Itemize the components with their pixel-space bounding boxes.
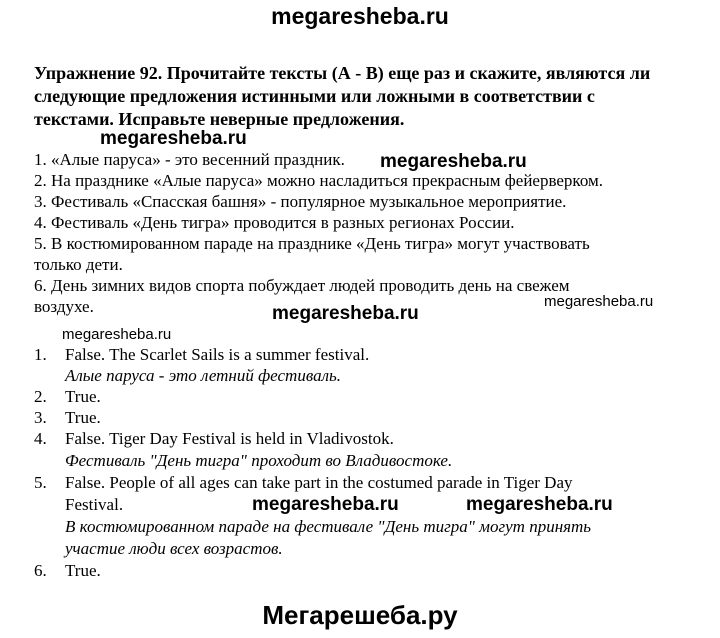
watermark-statement-1: megaresheba.ru: [380, 151, 527, 172]
answer-4-num: 4.: [34, 429, 47, 448]
statement-6-cont: воздухе.: [34, 297, 94, 316]
answer-6-text: True.: [65, 561, 101, 580]
header-line-3: текстами. Исправьте неверные предложения.: [34, 109, 405, 129]
watermark-statements-left: megaresheba.ru: [100, 128, 247, 149]
answer-2-text: True.: [65, 387, 101, 406]
answer-4-ru: Фестиваль "День тигра" проходит во Владивостоке.: [65, 451, 453, 470]
watermark-bottom: Мегарешеба.ру: [262, 600, 458, 630]
answer-5-ru-cont: участие люди всех возрастов.: [65, 539, 283, 558]
watermark-answer-5-right: megaresheba.ru: [466, 494, 613, 515]
statement-5-cont: только дети.: [34, 255, 123, 274]
watermark-center: megaresheba.ru: [272, 303, 419, 324]
answer-5-num: 5.: [34, 473, 47, 492]
answer-4-text: False. Tiger Day Festival is held in Vladivostok.: [65, 429, 394, 448]
answer-1-text: False. The Scarlet Sails is a summer festival.: [65, 345, 370, 364]
answer-6-num: 6.: [34, 561, 47, 580]
answer-5-text-cont: Festival.: [65, 495, 124, 514]
watermark-right-small: megaresheba.ru: [544, 293, 654, 310]
statement-1: 1. «Алые паруса» - это весенний праздник.: [34, 150, 345, 169]
statement-6: 6. День зимних видов спорта побуждает людей проводить день на свежем: [34, 276, 570, 295]
statement-4: 4. Фестиваль «День тигра» проводится в разных регионах России.: [34, 213, 515, 232]
header-line-2: следующие предложения истинными или ложными в соответствии с: [34, 86, 595, 106]
answer-5-ru: В костюмированном параде на фестивале "День тигра" могут принять: [65, 517, 592, 536]
answer-2-num: 2.: [34, 387, 47, 406]
answer-3-text: True.: [65, 408, 101, 427]
answer-1-ru: Алые паруса - это летний фестиваль.: [65, 366, 341, 385]
answer-5-text: False. People of all ages can take part in the costumed parade in Tiger Day: [65, 473, 573, 492]
header-line-1: Упражнение 92. Прочитайте тексты (А - В) еще раз и скажите, являются ли: [34, 63, 651, 83]
answer-3-num: 3.: [34, 408, 47, 427]
answer-1-num: 1.: [34, 345, 47, 364]
statement-3: 3. Фестиваль «Спасская башня» - популярное музыкальное мероприятие.: [34, 192, 567, 211]
statement-5: 5. В костюмированном параде на празднике «День тигра» могут участвовать: [34, 234, 590, 253]
watermark-answer-5-left: megaresheba.ru: [252, 494, 399, 515]
exercise-header: [34, 62, 674, 131]
statement-2: 2. На празднике «Алые паруса» можно насладиться прекрасным фейерверком.: [34, 171, 604, 190]
watermark-left-small: megaresheba.ru: [62, 326, 172, 343]
watermark-top: megaresheba.ru: [271, 3, 449, 29]
